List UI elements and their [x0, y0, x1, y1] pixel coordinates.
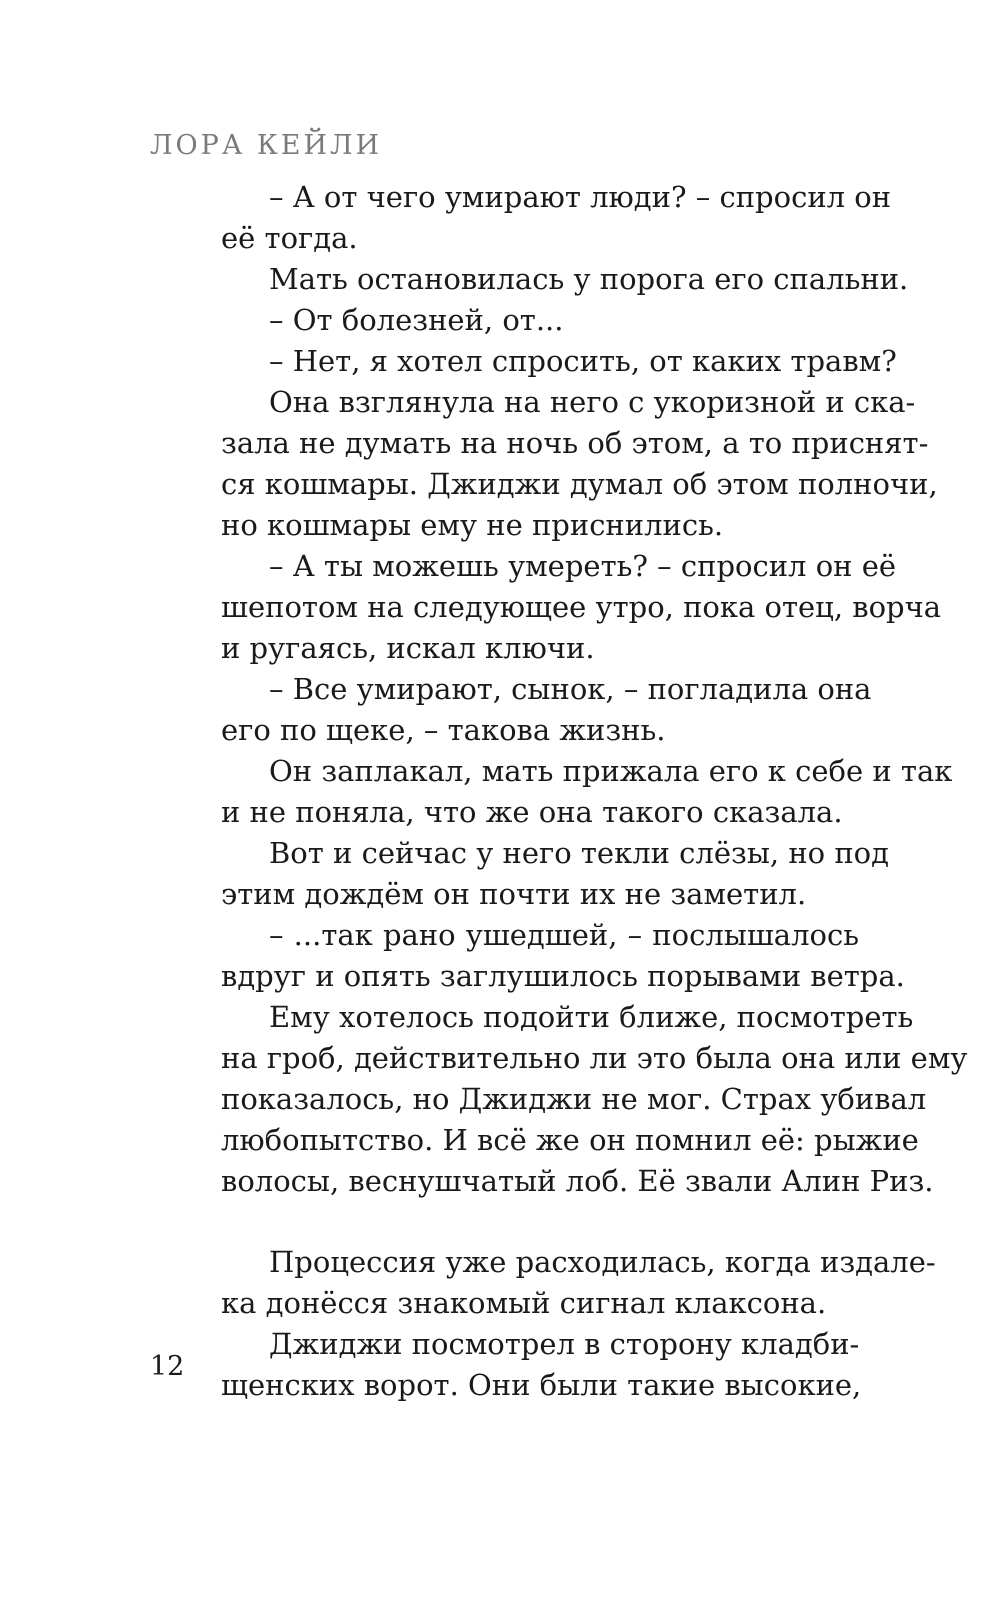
text-line: на гроб, действительно ли это была она или ему: [221, 1041, 968, 1075]
text-line: Мать остановилась у порога его спальни.: [269, 262, 909, 296]
text-line: Ему хотелось подойти ближе, посмотреть: [269, 1000, 914, 1034]
text-line: Он заплакал, мать прижала его к себе и так: [269, 754, 953, 788]
text-line: вдруг и опять заглушилось порывами ветра.: [221, 959, 905, 993]
text-line: шепотом на следующее утро, пока отец, ворча: [221, 590, 942, 624]
text-line: её тогда.: [221, 221, 358, 255]
text-line: ка донёсся знакомый сигнал клаксона.: [221, 1286, 827, 1320]
text-line: Джиджи посмотрел в сторону кладби-: [269, 1327, 860, 1361]
text-line: Она взглянула на него с укоризной и ска-: [269, 385, 916, 419]
running-head: ЛОРА КЕЙЛИ: [150, 130, 383, 161]
text-line: ся кошмары. Джиджи думал об этом полночи,: [221, 467, 938, 501]
text-line: Процессия уже расходилась, когда издале-: [269, 1245, 936, 1279]
text-line: и не поняла, что же она такого сказала.: [221, 795, 843, 829]
text-line: волосы, веснушчатый лоб. Её звали Алин Риз.: [221, 1164, 934, 1198]
text-line: – Все умирают, сынок, – погладила она: [269, 672, 872, 706]
text-line: щенских ворот. Они были такие высокие,: [221, 1368, 862, 1402]
text-line: – Нет, я хотел спросить, от каких травм?: [269, 344, 897, 378]
text-line: – ...так рано ушедшей, – послышалось: [269, 918, 859, 952]
text-line: зала не думать на ночь об этом, а то приснят-: [221, 426, 929, 460]
body-text: [221, 177, 968, 1406]
text-line: но кошмары ему не приснились.: [221, 508, 724, 542]
text-line: любопытство. И всё же он помнил её: рыжие: [221, 1123, 919, 1157]
text-line: – А от чего умирают люди? – спросил он: [269, 180, 892, 214]
page-number: 12: [150, 1351, 185, 1382]
text-line: и ругаясь, искал ключи.: [221, 631, 595, 665]
text-line: – А ты можешь умереть? – спросил он её: [269, 549, 897, 583]
text-line: его по щеке, – такова жизнь.: [221, 713, 666, 747]
text-line: Вот и сейчас у него текли слёзы, но под: [269, 836, 889, 870]
section-break: [221, 1202, 859, 1242]
text-line: – От болезней, от...: [269, 303, 564, 337]
text-line: этим дождём он почти их не заметил.: [221, 877, 807, 911]
text-line: показалось, но Джиджи не мог. Страх убивал: [221, 1082, 927, 1116]
